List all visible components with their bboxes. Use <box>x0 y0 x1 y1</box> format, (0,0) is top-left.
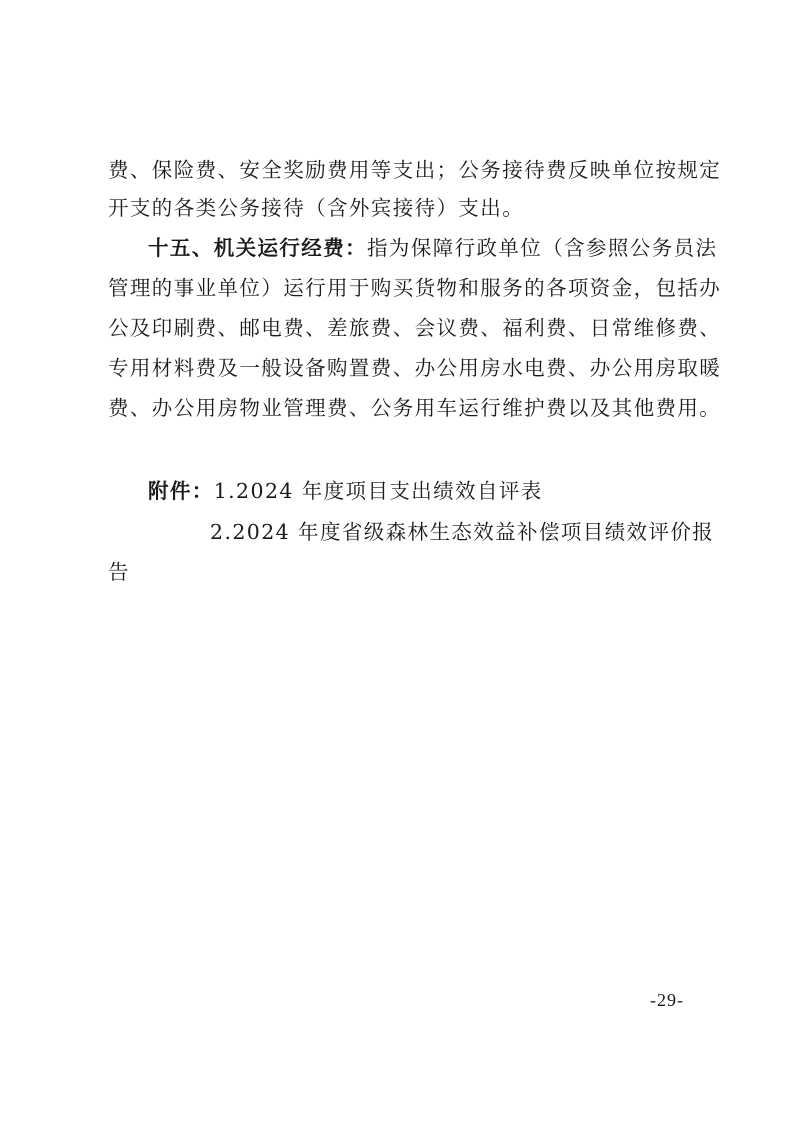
section-15-heading: 十五、机关运行经费： <box>148 236 367 260</box>
section-15-first-line <box>148 230 718 266</box>
attachment-item-2-line-1: 2.2024 年度省级森林生态效益补偿项目绩效评价报 <box>210 520 715 544</box>
paragraph-line-1: 费、保险费、安全奖励费用等支出；公务接待费反映单位按规定 <box>108 158 722 182</box>
page-number: -29- <box>650 990 684 1010</box>
paragraph-line-2: 开支的各类公务接待（含外宾接待）支出。 <box>108 196 525 220</box>
attachments-label: 附件： <box>148 479 214 503</box>
section-15-line-2: 管理的事业单位）运行用于购买货物和服务的各项资金，包括办 <box>108 276 722 300</box>
attachments-line-1 <box>148 473 690 509</box>
attachment-item-2-line-2: 告 <box>108 560 130 584</box>
section-15-first-line-text: 指为保障行政单位（含参照公务员法 <box>367 236 718 260</box>
attachment-item-1: 1.2024 年度项目支出绩效自评表 <box>213 479 543 503</box>
section-15-line-4: 专用材料费及一般设备购置费、办公用房水电费、办公用房取暖 <box>108 356 722 380</box>
section-15-line-5: 费、办公用房物业管理费、公务用车运行维护费以及其他费用。 <box>108 396 722 420</box>
section-15-line-3: 公及印刷费、邮电费、差旅费、会议费、福利费、日常维修费、 <box>108 316 722 340</box>
